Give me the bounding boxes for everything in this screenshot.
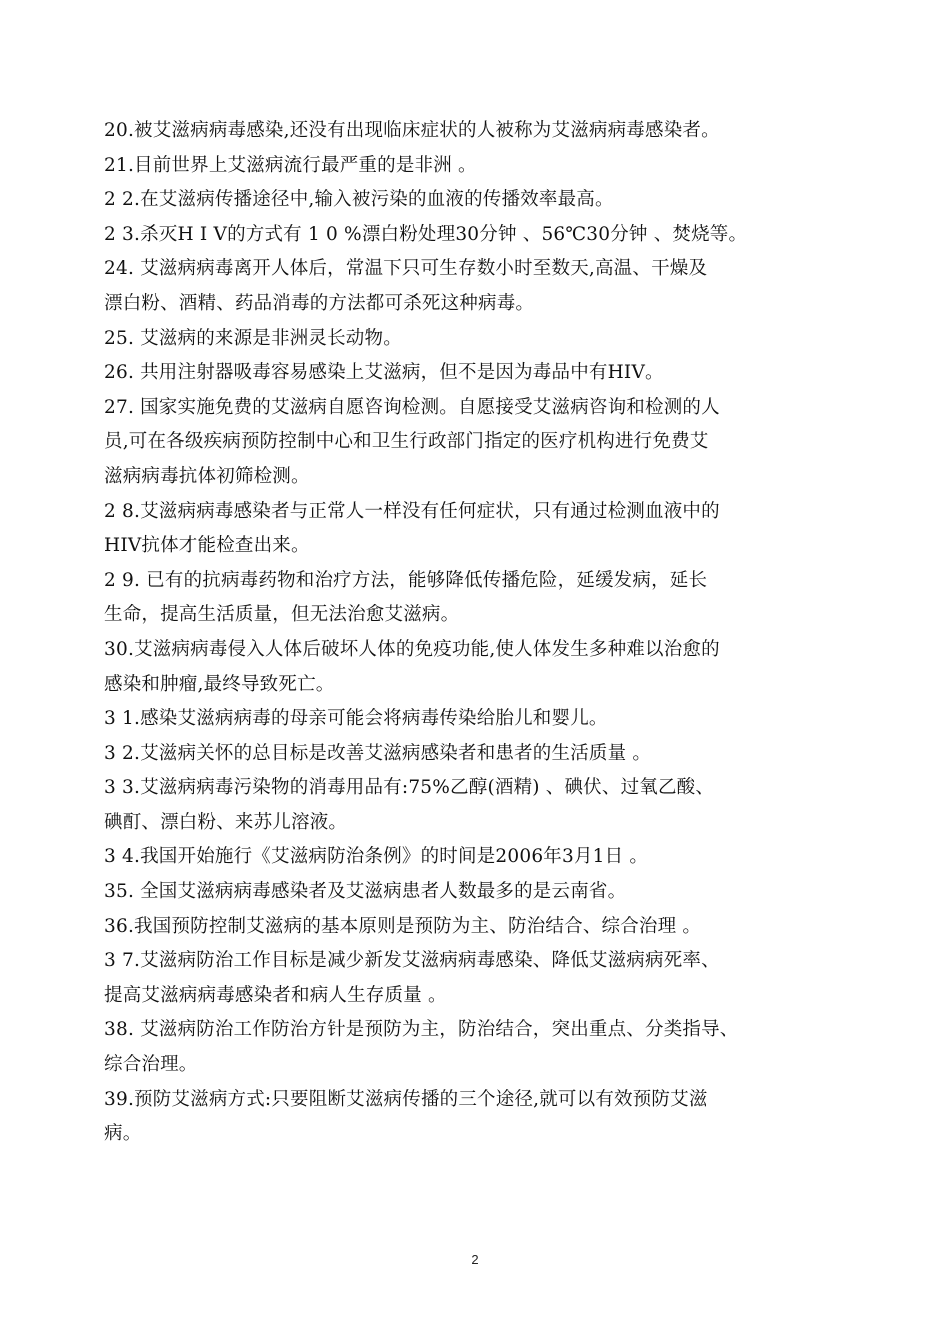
text-line: 2 2.在艾滋病传播途径中,输入被污染的血液的传播效率最高。 <box>104 189 614 211</box>
page-number: 2 <box>471 1252 479 1267</box>
text-line: 碘酊、漂白粉、来苏儿溶液。 <box>104 811 348 833</box>
text-line: 病。 <box>104 1123 142 1145</box>
text-line: 2 8.艾滋病病毒感染者与正常人一样没有任何症状，只有通过检测血液中的 <box>104 500 720 522</box>
text-line: 2 3.杀灭H I V的方式有 1 0 %漂白粉处理30分钟 、56℃30分钟 、焚烧等。 <box>104 223 748 245</box>
text-line: 综合治理。 <box>104 1054 198 1076</box>
text-line: 21.目前世界上艾滋病流行最严重的是非洲 。 <box>104 154 477 176</box>
text-line: 3 7.艾滋病防治工作目标是减少新发艾滋病病毒感染、降低艾滋病病死率、 <box>104 950 720 972</box>
text-line: 3 1.感染艾滋病病毒的母亲可能会将病毒传染给胎儿和婴儿。 <box>104 708 608 730</box>
text-line: 滋病病毒抗体初筛检测。 <box>104 465 310 487</box>
text-line: 2 9. 已有的抗病毒药物和治疗方法，能够降低传播危险，延缓发病，延长 <box>104 569 708 591</box>
text-line: 26. 共用注射器吸毒容易感染上艾滋病，但不是因为毒品中有HIV。 <box>104 362 664 384</box>
text-line: 39.预防艾滋病方式:只要阻断艾滋病传播的三个途径,就可以有效预防艾滋 <box>104 1088 708 1110</box>
text-line: 35. 全国艾滋病病毒感染者及艾滋病患者人数最多的是云南省。 <box>104 881 627 903</box>
text-line: 20.被艾滋病病毒感染,还没有出现临床症状的人被称为艾滋病病毒感染者。 <box>104 120 720 141</box>
text-line: 27. 国家实施免费的艾滋病自愿咨询检测。自愿接受艾滋病咨询和检测的人 <box>104 396 720 418</box>
document-body <box>104 114 864 1152</box>
text-line: 36.我国预防控制艾滋病的基本原则是预防为主、防治结合、综合治理 。 <box>104 915 702 937</box>
text-line: 24. 艾滋病病毒离开人体后，常温下只可生存数小时至数天,高温、干燥及 <box>104 258 708 280</box>
text-line: 3 2.艾滋病关怀的总目标是改善艾滋病感染者和患者的生活质量 。 <box>104 742 652 764</box>
text-line: 生命，提高生活质量，但无法治愈艾滋病。 <box>104 604 460 626</box>
text-line: 38. 艾滋病防治工作防治方针是预防为主，防治结合，突出重点、分类指导、 <box>104 1019 739 1041</box>
text-line: 员,可在各级疾病预防控制中心和卫生行政部门指定的医疗机构进行免费艾 <box>104 431 709 453</box>
text-line: 提高艾滋病病毒感染者和病人生存质量 。 <box>104 984 447 1006</box>
text-line: HIV抗体才能检查出来。 <box>104 535 310 557</box>
text-line: 漂白粉、酒精、药品消毒的方法都可杀死这种病毒。 <box>104 292 535 314</box>
text-line: 25. 艾滋病的来源是非洲灵长动物。 <box>104 327 402 349</box>
text-line: 3 3.艾滋病病毒污染物的消毒用品有:75%乙醇(酒精) 、碘伏、过氧乙酸、 <box>104 777 715 799</box>
text-line: 3 4.我国开始施行《艾滋病防治条例》的时间是2006年3月1日 。 <box>104 846 649 868</box>
text-line: 30.艾滋病病毒侵入人体后破坏人体的免疫功能,使人体发生多种难以治愈的 <box>104 638 720 660</box>
text-line: 感染和肿瘤,最终导致死亡。 <box>104 673 335 695</box>
